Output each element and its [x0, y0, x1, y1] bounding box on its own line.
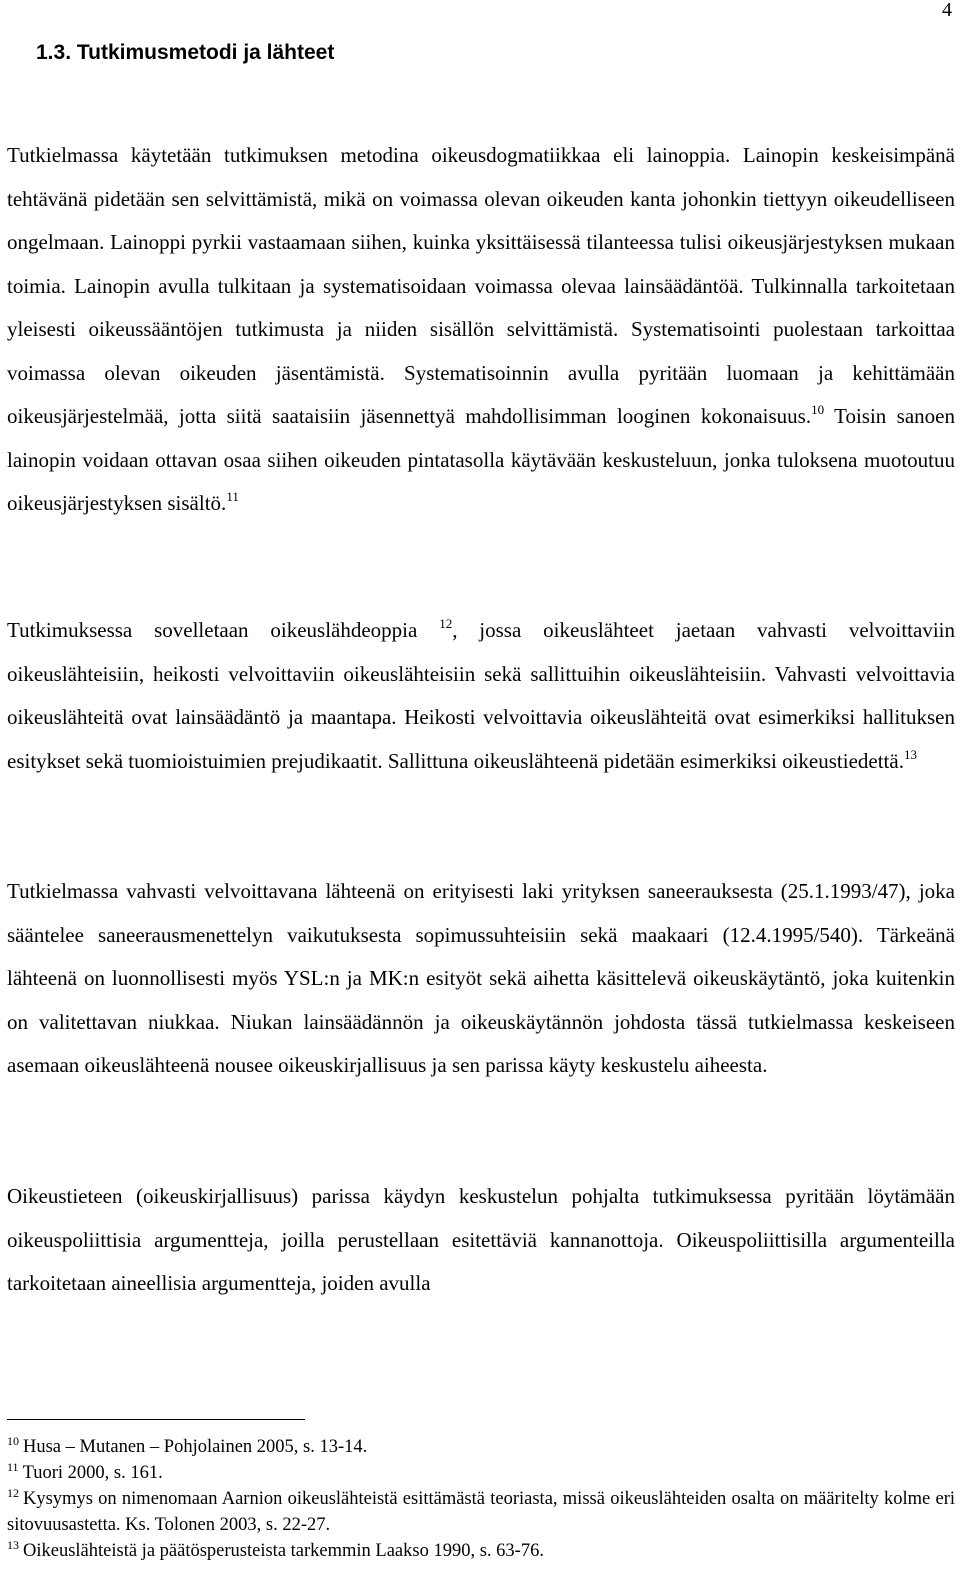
footnote-ref-12[interactable]: 12: [439, 616, 453, 631]
footnote-10: [7, 1434, 955, 1460]
footnote-12: [7, 1486, 955, 1538]
page-number: 4: [942, 0, 952, 21]
footnote-text: Husa – Mutanen – Pohjolainen 2005, s. 13-14.: [23, 1437, 368, 1457]
section-heading: 1.3. Tutkimusmetodi ja lähteet: [36, 41, 335, 64]
footnote-divider: [7, 1419, 305, 1420]
footnote-13: [7, 1538, 955, 1564]
footnote-text: Kysymys on nimenomaan Aarnion oikeuslähteistä esittämästä teoriasta, missä oikeuslähteiden osalta on määritelty kolme eri sitovuusastetta. Ks. Tolonen 2003, s. 22-27.: [7, 1489, 955, 1535]
footnotes: [7, 1434, 955, 1564]
paragraph-source-doctrine: [7, 609, 955, 783]
paragraph-text: Tutkimuksessa sovelletaan oikeuslähdeoppia: [7, 618, 440, 642]
footnote-ref-13[interactable]: 13: [903, 746, 917, 762]
footnote-ref-10[interactable]: 10: [811, 402, 825, 417]
paragraph-text: Toisin sanoen lainopin voidaan ottavan osaa siihen oikeuden pintatasolla käytävään keskusteluun, jonka tuloksena muotoutuu oikeusjärjestyksen sisältö.: [7, 404, 955, 515]
footnote-number: 13: [7, 1538, 19, 1552]
paragraph-policy-arguments: Oikeustieteen (oikeuskirjallisuus) parissa käydyn keskustelun pohjalta tutkimuksessa pyritään löytämään oikeuspoliittisia argumentteja, joilla perustellaan esitettäviä kannanottoja. Oikeuspoliittisilla argumenteilla tarkoitetaan aineellisia argumentteja, joiden avulla: [7, 1184, 955, 1295]
footnote-text: Oikeuslähteistä ja päätösperusteista tarkemmin Laakso 1990, s. 63-76.: [23, 1541, 544, 1561]
footnote-11: [7, 1460, 955, 1486]
paragraph-primary-sources: Tutkielmassa vahvasti velvoittavana lähteenä on erityisesti laki yrityksen saneerauksesta (25.1.1993/47), joka sääntelee saneerausmenettelyn vaikutuksesta sopimussuhteisiin sekä maakaari (12.4.1995/540). Tärkeänä lähteenä on luonnollisesti myös YSL:n ja MK:n esityöt sekä aihetta käsittelevä oikeuskäytäntö, joka kuitenkin on valitettavan niukkaa. Niukan lainsäädännön ja oikeuskäytännön johdosta tässä tutkielmassa keskeiseen asemaan oikeuslähteenä nousee oikeuskirjallisuus ja sen parissa käyty keskustelu aiheesta.: [7, 879, 955, 1077]
paragraph-text: , jossa oikeuslähteet jaetaan vahvasti velvoittaviin oikeuslähteisiin, heikosti velvoittaviin oikeuslähteisiin sekä sallittuihin oikeuslähteisiin. Vahvasti velvoittavia oikeuslähteitä ovat lainsäädäntö ja maantapa. Heikosti velvoittavia oikeuslähteitä ovat esimerkiksi hallituksen esitykset sekä tuomioistuimien prejudikaatit. Sallittuna oikeuslähteenä pidetään esimerkiksi oikeustiedettä.: [7, 618, 955, 773]
footnote-number: 12: [7, 1486, 19, 1500]
paragraph-research-method: [7, 134, 955, 526]
footnote-text: Tuori 2000, s. 161.: [22, 1463, 163, 1483]
footnote-number: 11: [7, 1460, 19, 1474]
footnote-number: 10: [7, 1434, 19, 1448]
footnote-ref-11[interactable]: 11: [226, 489, 239, 504]
paragraph-text: Tutkielmassa käytetään tutkimuksen metodina oikeusdogmatiikkaa eli lainoppia. Lainopin keskeisimpänä tehtävänä pidetään sen selvittämistä, mikä on voimassa olevan oikeuden kanta johonkin tiettyyn oikeudelliseen ongelmaan. Lainoppi pyrkii vastaamaan siihen, kuinka yksittäisessä tilanteessa tulisi oikeusjärjestyksen mukaan toimia. Lainopin avulla tulkitaan ja systematisoidaan voimassa olevaa lainsäädäntöä. Tulkinnalla tarkoitetaan yleisesti oikeussääntöjen tutkimusta ja niiden sisällön selvittämistä. Systematisointi puolestaan tarkoittaa voimassa olevan oikeuden jäsentämistä. Systematisoinnin avulla pyritään luomaan ja kehittämään oikeusjärjestelmää, jotta siitä saataisiin jäsennettyä mahdollisimman looginen kokonaisuus.: [7, 143, 955, 428]
